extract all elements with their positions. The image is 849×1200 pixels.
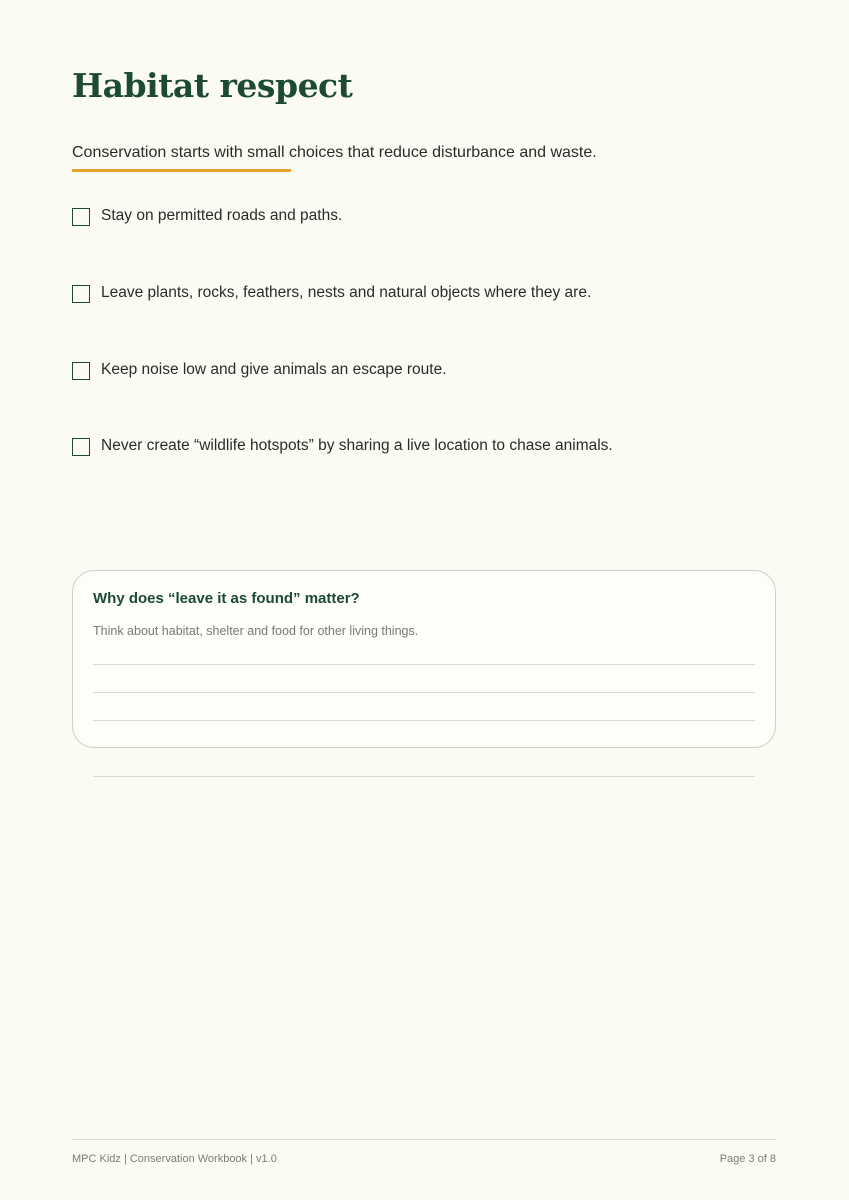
- checklist-item[interactable]: [72, 206, 342, 226]
- checklist-item-label: Never create “wildlife hotspots” by sharing a live location to chase animals.: [101, 437, 613, 454]
- checklist-item-label: Keep noise low and give animals an escape route.: [101, 361, 447, 378]
- checkbox[interactable]: [72, 285, 90, 303]
- checkbox[interactable]: [72, 208, 90, 226]
- footer-page-number: Page 3 of 8: [719, 1153, 776, 1165]
- intro-text: Conservation starts with small choices that reduce disturbance and waste.: [72, 144, 597, 161]
- writing-line[interactable]: [93, 720, 755, 721]
- reflection-card: [72, 570, 776, 748]
- reflection-question: Why does “leave it as found” matter?: [93, 590, 360, 607]
- checkbox[interactable]: [72, 362, 90, 380]
- writing-line[interactable]: [93, 776, 755, 777]
- accent-underline: [72, 169, 291, 172]
- footer-document-info: MPC Kidz | Conservation Workbook | v1.0: [72, 1153, 277, 1165]
- checklist-item[interactable]: [72, 436, 613, 456]
- checklist-item-label: Stay on permitted roads and paths.: [101, 207, 343, 224]
- reflection-hint: Think about habitat, shelter and food for other living things.: [93, 624, 419, 638]
- page-title: Habitat respect: [72, 66, 353, 105]
- writing-line[interactable]: [93, 692, 755, 693]
- checklist-item-label: Leave plants, rocks, feathers, nests and natural objects where they are.: [101, 284, 592, 301]
- checkbox[interactable]: [72, 438, 90, 456]
- checklist-item[interactable]: [72, 360, 447, 380]
- writing-line[interactable]: [93, 664, 755, 665]
- footer-divider: [72, 1139, 776, 1140]
- checklist-item[interactable]: [72, 283, 591, 303]
